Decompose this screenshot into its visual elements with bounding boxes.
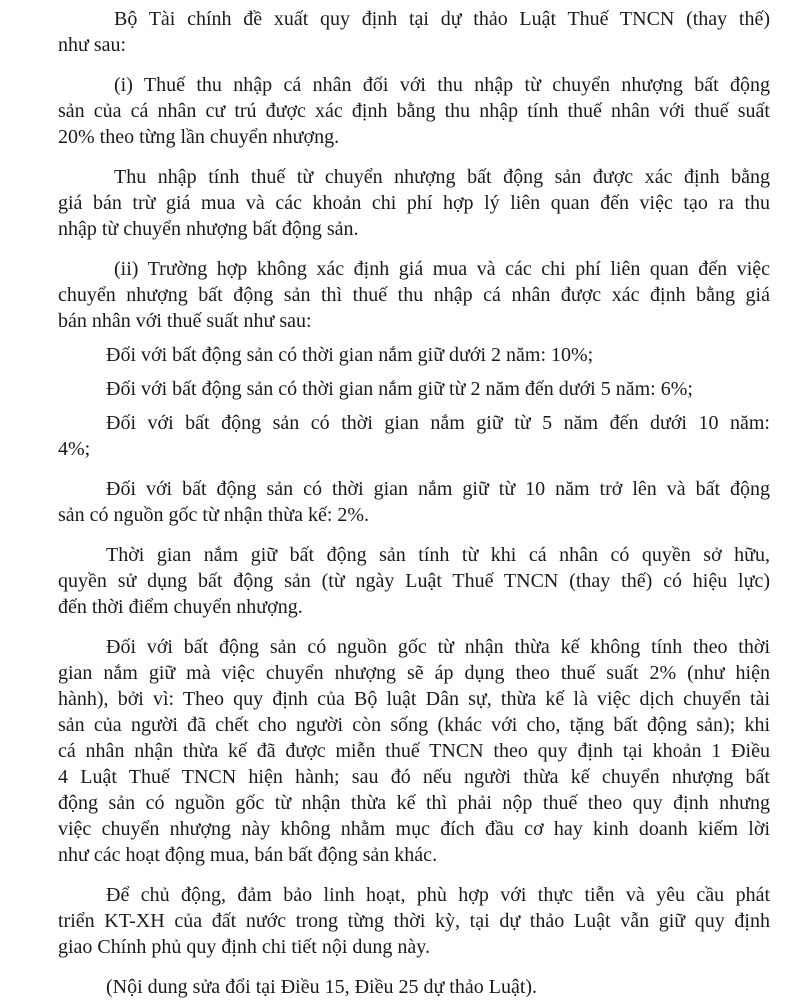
paragraph-inheritance [58,634,770,868]
text-line: như sau: [58,34,127,56]
paragraph-amendment-note [58,974,770,1000]
text-line: Đối với bất động sản có nguồn gốc từ nhận thừa kế không tính theo thời [106,636,770,658]
rate-5-to-10-years [58,410,770,462]
text-line: chuyển nhượng bất động sản thì thuế thu nhập cá nhân được xác định bằng giá [58,284,770,306]
text-line: Đối với bất động sản có thời gian nắm giữ từ 10 năm trở lên và bất động [106,478,770,500]
paragraph-taxable-income [58,164,770,242]
text-line: động sản có nguồn gốc từ nhận thừa kế thì phải nộp thuế theo quy định nhưng [58,792,770,814]
text-line: gian nắm giữ mà việc chuyển nhượng sẽ áp dụng theo thuế suất 2% (như hiện [58,662,770,684]
text-line: Đối với bất động sản có thời gian nắm giữ từ 2 năm đến dưới 5 năm: 6%; [106,378,693,400]
text-line: 4%; [58,438,91,460]
text-line: 4 Luật Thuế TNCN hiện hành; sau đó nếu người thừa kế chuyển nhượng bất [58,766,770,788]
text-line: đến thời điểm chuyển nhượng. [58,596,303,618]
text-line: cá nhân nhận thừa kế đã được miễn thuế TNCN theo quy định tại khoản 1 Điều [58,740,770,762]
text-line: 20% theo từng lần chuyển nhượng. [58,126,340,148]
text-line: Thu nhập tính thuế từ chuyển nhượng bất động sản được xác định bằng [114,166,770,188]
text-line: Để chủ động, đảm bảo linh hoạt, phù hợp với thực tiễn và yêu cầu phát [106,884,770,906]
text-line: triển KT-XH của đất nước trong từng thời kỳ, tại dự thảo Luật vẫn giữ quy định [58,910,770,932]
text-line: sản của cá nhân cư trú được xác định bằng thu nhập tính thuế nhân với thuế suất [58,100,770,122]
paragraph-item-ii [58,256,770,334]
text-line: như các hoạt động mua, bán bất động sản khác. [58,844,438,866]
text-line: Đối với bất động sản có thời gian nắm giữ dưới 2 năm: 10%; [106,344,594,366]
document-page [58,6,770,1000]
text-line: (i) Thuế thu nhập cá nhân đối với thu nhập từ chuyển nhượng bất động [114,74,770,96]
rate-over-10-years [58,476,770,528]
rate-2-to-5-years [58,376,770,402]
text-line: Bộ Tài chính đề xuất quy định tại dự thảo Luật Thuế TNCN (thay thế) [114,8,770,30]
paragraph-item-i [58,72,770,150]
paragraph-holding-period [58,542,770,620]
text-line: (Nội dung sửa đổi tại Điều 15, Điều 25 dự thảo Luật). [106,976,538,998]
text-line: quyền sử dụng bất động sản (từ ngày Luật Thuế TNCN (thay thế) có hiệu lực) [58,570,770,592]
text-line: Thời gian nắm giữ bất động sản tính từ khi cá nhân có quyền sở hữu, [106,544,770,566]
text-line: bán nhân với thuế suất như sau: [58,310,312,332]
text-line: việc chuyển nhượng này không nhằm mục đích đầu cơ hay kinh doanh kiếm lời [58,818,770,840]
text-line: hành), bởi vì: Theo quy định của Bộ luật Dân sự, thừa kế là việc dịch chuyển tài [58,688,770,710]
text-line: sản có nguồn gốc từ nhận thừa kế: 2%. [58,504,370,526]
text-line: giá bán trừ giá mua và các khoản chi phí hợp lý liên quan đến việc tạo ra thu [58,192,770,214]
text-line: nhập từ chuyển nhượng bất động sản. [58,218,359,240]
text-line: (ii) Trường hợp không xác định giá mua và các chi phí liên quan đến việc [114,258,770,280]
text-line: Đối với bất động sản có thời gian nắm giữ từ 5 năm đến dưới 10 năm: [106,412,770,434]
text-line: sản của người đã chết cho người còn sống (khác với cho, tặng bất động sản); khi [58,714,770,736]
paragraph-government-regulation [58,882,770,960]
text-line: giao Chính phủ quy định chi tiết nội dung này. [58,936,431,958]
rate-under-2-years [58,342,770,368]
paragraph-intro [58,6,770,58]
